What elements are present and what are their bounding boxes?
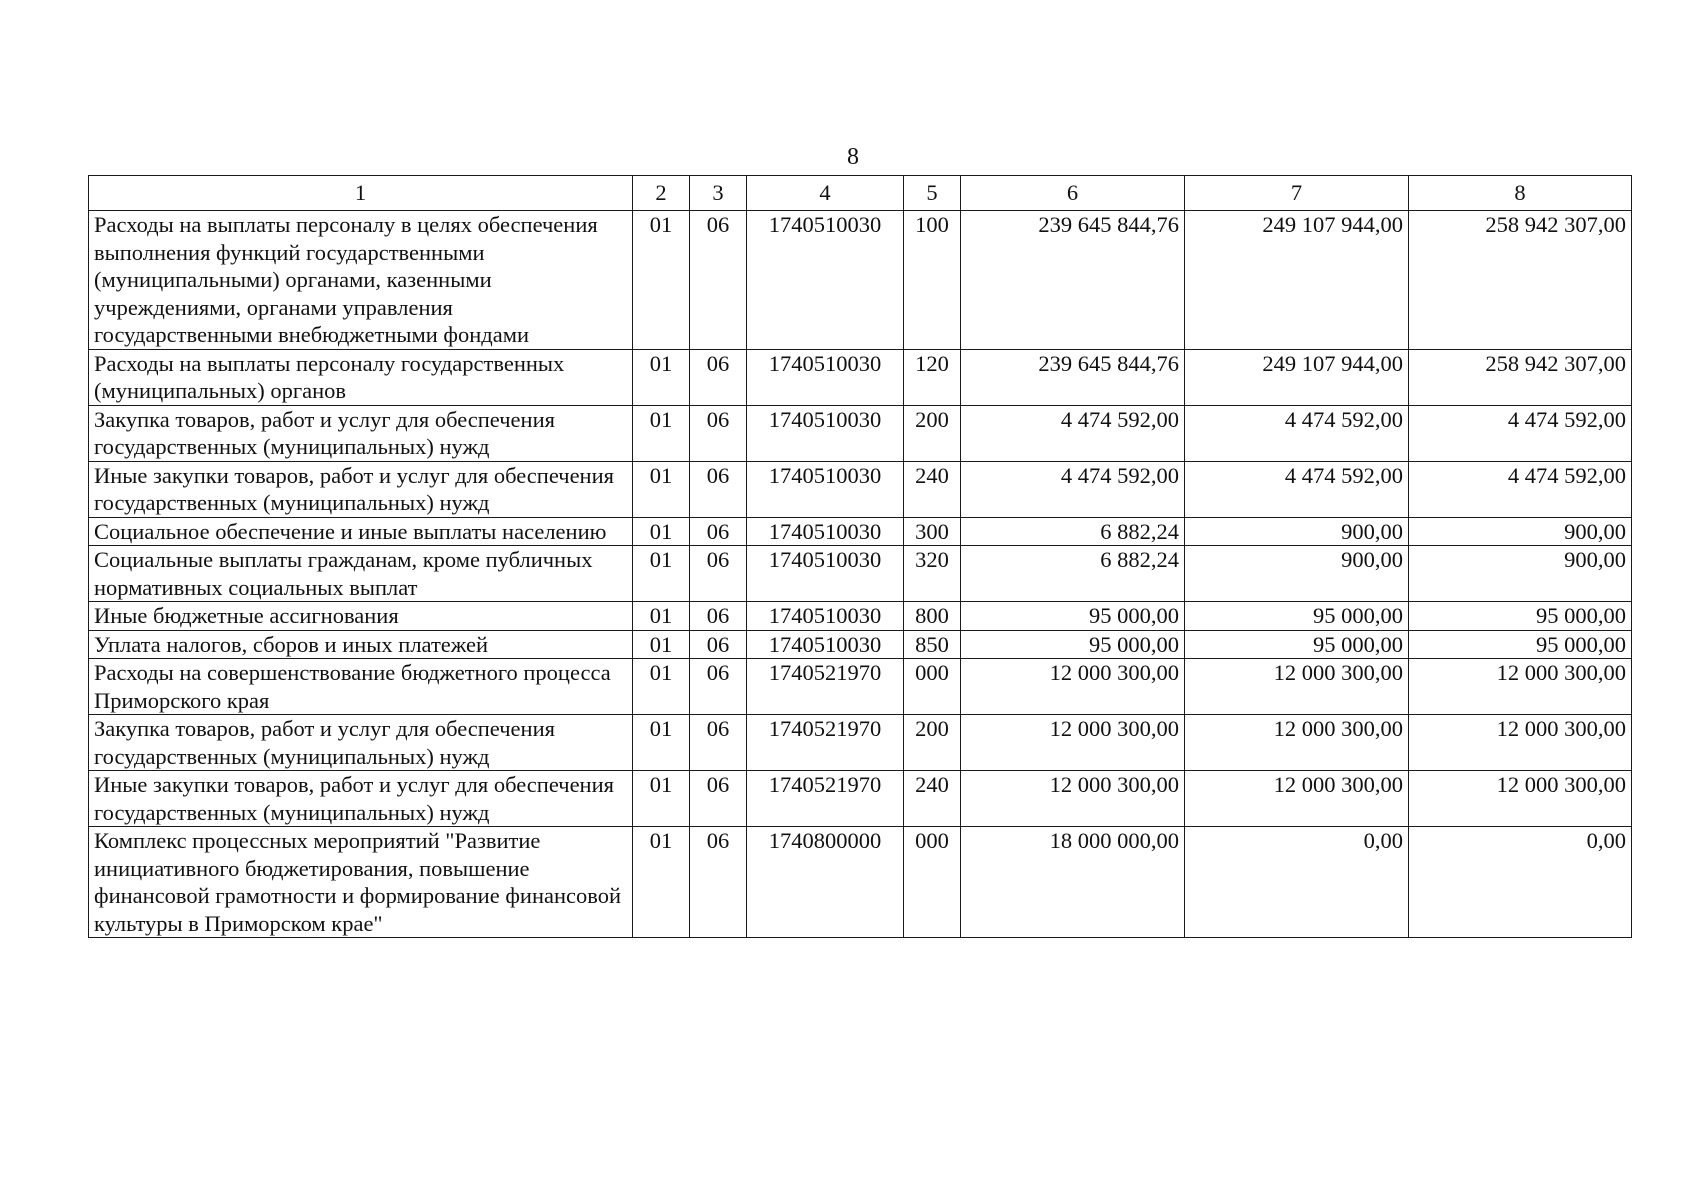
column-header-8: 8 (1409, 176, 1632, 211)
section-code: 01 (633, 517, 690, 546)
section-code: 01 (633, 211, 690, 350)
subsection-code: 06 (690, 349, 747, 405)
target-article-code: 1740800000 (747, 827, 904, 938)
amount-col-8: 0,00 (1409, 827, 1632, 938)
amount-col-6: 6 882,24 (961, 546, 1185, 602)
subsection-code: 06 (690, 715, 747, 771)
target-article-code: 1740510030 (747, 211, 904, 350)
amount-col-7: 900,00 (1185, 546, 1409, 602)
column-header-4: 4 (747, 176, 904, 211)
expense-type-code: 800 (904, 602, 961, 631)
amount-col-7: 249 107 944,00 (1185, 349, 1409, 405)
section-code: 01 (633, 602, 690, 631)
target-article-code: 1740510030 (747, 349, 904, 405)
target-article-code: 1740510030 (747, 602, 904, 631)
amount-col-8: 12 000 300,00 (1409, 771, 1632, 827)
table-row (89, 771, 1632, 827)
target-article-code: 1740510030 (747, 405, 904, 461)
amount-col-7: 95 000,00 (1185, 630, 1409, 659)
subsection-code: 06 (690, 827, 747, 938)
amount-col-8: 95 000,00 (1409, 630, 1632, 659)
amount-col-8: 258 942 307,00 (1409, 211, 1632, 350)
expense-name: Иные бюджетные ассигнования (89, 602, 633, 631)
subsection-code: 06 (690, 461, 747, 517)
target-article-code: 1740521970 (747, 715, 904, 771)
table-row (89, 602, 1632, 631)
section-code: 01 (633, 659, 690, 715)
column-header-1: 1 (89, 176, 633, 211)
subsection-code: 06 (690, 517, 747, 546)
section-code: 01 (633, 461, 690, 517)
target-article-code: 1740521970 (747, 771, 904, 827)
table-row (89, 715, 1632, 771)
table-row (89, 461, 1632, 517)
expense-name: Социальное обеспечение и иные выплаты населению (89, 517, 633, 546)
expense-type-code: 200 (904, 405, 961, 461)
amount-col-7: 0,00 (1185, 827, 1409, 938)
section-code: 01 (633, 827, 690, 938)
amount-col-7: 12 000 300,00 (1185, 715, 1409, 771)
section-code: 01 (633, 630, 690, 659)
column-header-5: 5 (904, 176, 961, 211)
target-article-code: 1740510030 (747, 546, 904, 602)
expense-name: Иные закупки товаров, работ и услуг для обеспечения государственных (муниципальных) нужд (89, 461, 633, 517)
amount-col-7: 900,00 (1185, 517, 1409, 546)
expense-type-code: 240 (904, 461, 961, 517)
section-code: 01 (633, 715, 690, 771)
expense-name: Расходы на выплаты персоналу государственных (муниципальных) органов (89, 349, 633, 405)
subsection-code: 06 (690, 659, 747, 715)
header-row (89, 176, 1632, 211)
expense-type-code: 320 (904, 546, 961, 602)
expense-name: Расходы на выплаты персоналу в целях обеспечения выполнения функций государственными (муниципальными) органами, казенными учреждениями, органами управления государственными внебюджетными фондами (89, 211, 633, 350)
table-row (89, 546, 1632, 602)
amount-col-6: 12 000 300,00 (961, 715, 1185, 771)
amount-col-6: 12 000 300,00 (961, 771, 1185, 827)
expense-name: Закупка товаров, работ и услуг для обеспечения государственных (муниципальных) нужд (89, 715, 633, 771)
amount-col-6: 4 474 592,00 (961, 461, 1185, 517)
section-code: 01 (633, 405, 690, 461)
amount-col-7: 12 000 300,00 (1185, 659, 1409, 715)
column-header-6: 6 (961, 176, 1185, 211)
target-article-code: 1740510030 (747, 461, 904, 517)
amount-col-6: 239 645 844,76 (961, 349, 1185, 405)
expense-name: Социальные выплаты гражданам, кроме публичных нормативных социальных выплат (89, 546, 633, 602)
amount-col-8: 95 000,00 (1409, 602, 1632, 631)
expense-type-code: 850 (904, 630, 961, 659)
table-row (89, 211, 1632, 350)
amount-col-7: 95 000,00 (1185, 602, 1409, 631)
table-row (89, 405, 1632, 461)
amount-col-6: 4 474 592,00 (961, 405, 1185, 461)
subsection-code: 06 (690, 630, 747, 659)
target-article-code: 1740510030 (747, 630, 904, 659)
expense-type-code: 120 (904, 349, 961, 405)
subsection-code: 06 (690, 602, 747, 631)
amount-col-8: 900,00 (1409, 546, 1632, 602)
amount-col-8: 12 000 300,00 (1409, 659, 1632, 715)
subsection-code: 06 (690, 405, 747, 461)
subsection-code: 06 (690, 546, 747, 602)
amount-col-8: 12 000 300,00 (1409, 715, 1632, 771)
amount-col-8: 258 942 307,00 (1409, 349, 1632, 405)
amount-col-7: 4 474 592,00 (1185, 405, 1409, 461)
table-row (89, 349, 1632, 405)
budget-table (88, 175, 1632, 938)
amount-col-6: 95 000,00 (961, 602, 1185, 631)
expense-name: Иные закупки товаров, работ и услуг для обеспечения государственных (муниципальных) нужд (89, 771, 633, 827)
column-header-2: 2 (633, 176, 690, 211)
amount-col-7: 12 000 300,00 (1185, 771, 1409, 827)
amount-col-7: 4 474 592,00 (1185, 461, 1409, 517)
amount-col-6: 18 000 000,00 (961, 827, 1185, 938)
amount-col-6: 95 000,00 (961, 630, 1185, 659)
subsection-code: 06 (690, 771, 747, 827)
amount-col-8: 4 474 592,00 (1409, 405, 1632, 461)
expense-type-code: 100 (904, 211, 961, 350)
expense-type-code: 300 (904, 517, 961, 546)
expense-type-code: 200 (904, 715, 961, 771)
amount-col-8: 900,00 (1409, 517, 1632, 546)
section-code: 01 (633, 349, 690, 405)
table-row (89, 517, 1632, 546)
section-code: 01 (633, 771, 690, 827)
expense-type-code: 000 (904, 827, 961, 938)
expense-name: Закупка товаров, работ и услуг для обеспечения государственных (муниципальных) нужд (89, 405, 633, 461)
expense-name: Комплекс процессных мероприятий "Развитие инициативного бюджетирования, повышение финансовой грамотности и формирование финансовой культуры в Приморском крае" (89, 827, 633, 938)
target-article-code: 1740510030 (747, 517, 904, 546)
target-article-code: 1740521970 (747, 659, 904, 715)
table-row (89, 630, 1632, 659)
expense-name: Расходы на совершенствование бюджетного процесса Приморского края (89, 659, 633, 715)
column-header-3: 3 (690, 176, 747, 211)
amount-col-6: 239 645 844,76 (961, 211, 1185, 350)
amount-col-6: 6 882,24 (961, 517, 1185, 546)
expense-type-code: 240 (904, 771, 961, 827)
amount-col-6: 12 000 300,00 (961, 659, 1185, 715)
amount-col-7: 249 107 944,00 (1185, 211, 1409, 350)
amount-col-8: 4 474 592,00 (1409, 461, 1632, 517)
page-number: 8 (847, 144, 859, 170)
expense-name: Уплата налогов, сборов и иных платежей (89, 630, 633, 659)
subsection-code: 06 (690, 211, 747, 350)
expense-type-code: 000 (904, 659, 961, 715)
table-row (89, 659, 1632, 715)
table-row (89, 827, 1632, 938)
column-header-7: 7 (1185, 176, 1409, 211)
section-code: 01 (633, 546, 690, 602)
